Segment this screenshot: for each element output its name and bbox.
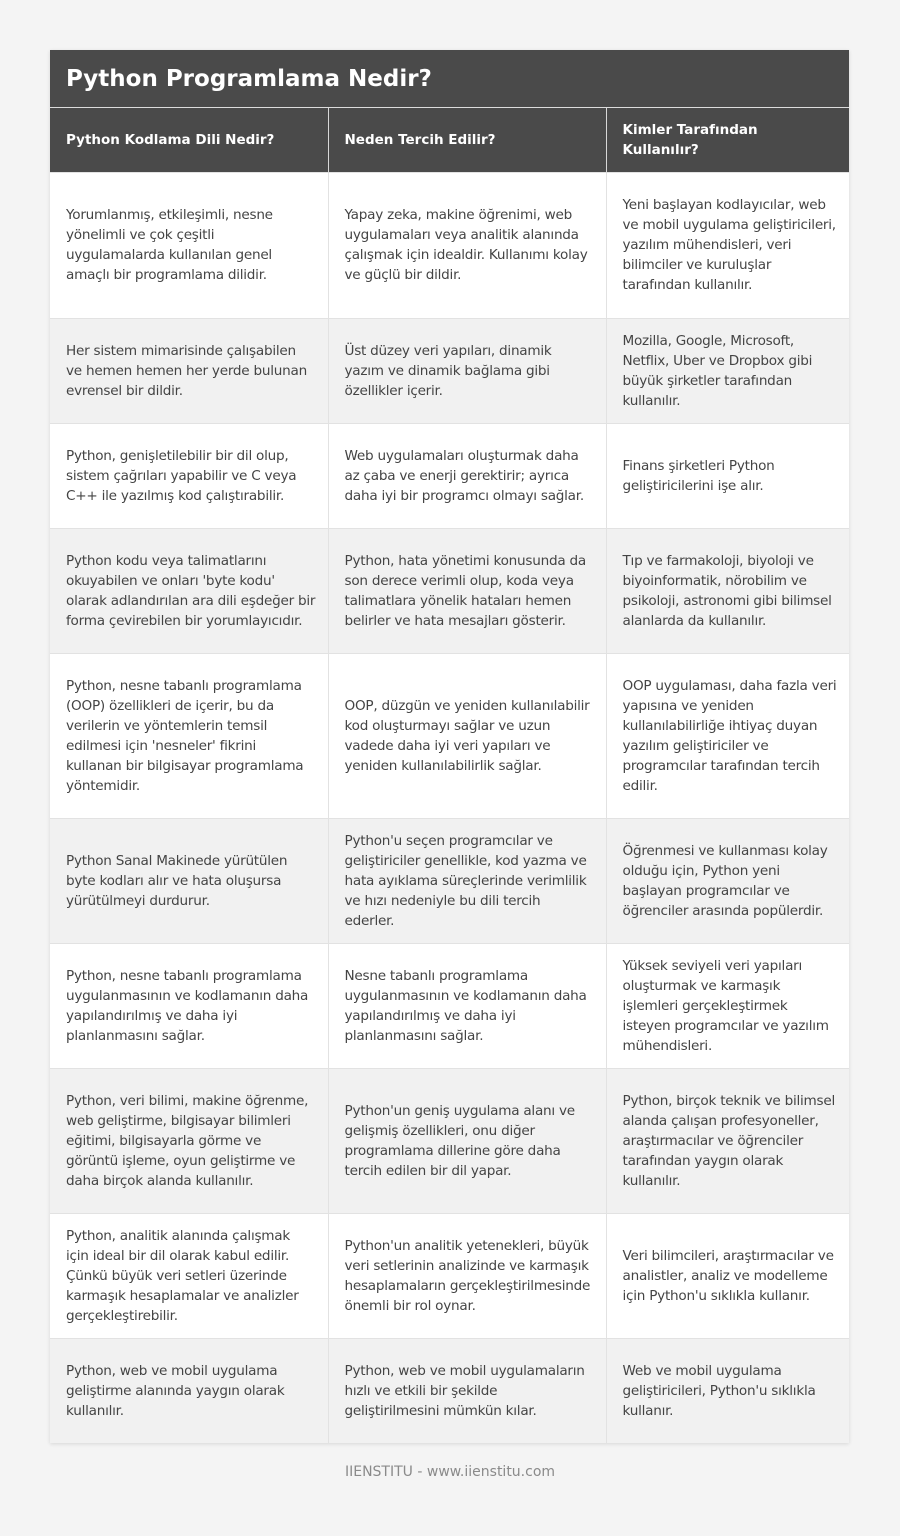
table-cell: Python, birçok teknik ve bilimsel alanda çalışan profesyoneller, araştırmacılar ve öğrenciler tarafından yaygın olarak kullanılır.	[606, 1068, 849, 1213]
table-cell: Python Sanal Makinede yürütülen byte kodları alır ve hata oluşursa yürütülmeyi durdurur.	[50, 818, 328, 943]
table-cell: Üst düzey veri yapıları, dinamik yazım ve dinamik bağlama gibi özellikler içerir.	[328, 318, 606, 423]
table-row	[50, 1068, 849, 1213]
table-cell: Web uygulamaları oluşturmak daha az çaba ve enerji gerektirir; ayrıca daha iyi bir programcı olmayı sağlar.	[328, 423, 606, 528]
table-row	[50, 1338, 849, 1443]
table-cell: Yorumlanmış, etkileşimli, nesne yönelimli ve çok çeşitli uygulamalarda kullanılan genel amaçlı bir programlama dilidir.	[50, 172, 328, 318]
table-cell: Tıp ve farmakoloji, biyoloji ve biyoinformatik, nörobilim ve psikoloji, astronomi gibi bilimsel alanlarda da kullanılır.	[606, 528, 849, 653]
python-table	[50, 108, 849, 1443]
table-cell: Python kodu veya talimatlarını okuyabilen ve onları 'byte kodu' olarak adlandırılan ara dili eşdeğer bir forma çevirebilen bir yorumlayıcıdır.	[50, 528, 328, 653]
table-row	[50, 172, 849, 318]
table-row	[50, 528, 849, 653]
table-cell: Python'un analitik yetenekleri, büyük veri setlerinin analizinde ve karmaşık hesaplamaların gerçekleştirilmesinde önemli bir rol oynar.	[328, 1213, 606, 1338]
table-row	[50, 318, 849, 423]
table-title: Python Programlama Nedir?	[50, 50, 849, 108]
table-row	[50, 653, 849, 818]
table-row	[50, 818, 849, 943]
table-cell: Nesne tabanlı programlama uygulanmasının ve kodlamanın daha yapılandırılmış ve daha iyi planlanmasını sağlar.	[328, 943, 606, 1068]
table-cell: Python, hata yönetimi konusunda da son derece verimli olup, koda veya talimatlara yönelik hataları hemen belirler ve hata mesajları gösterir.	[328, 528, 606, 653]
table-cell: Python, web ve mobil uygulama geliştirme alanında yaygın olarak kullanılır.	[50, 1338, 328, 1443]
table-cell: Yapay zeka, makine öğrenimi, web uygulamaları veya analitik alanında çalışmak için idealdir. Kullanımı kolay ve güçlü bir dildir.	[328, 172, 606, 318]
table-cell: Öğrenmesi ve kullanması kolay olduğu için, Python yeni başlayan programcılar ve öğrenciler arasında popülerdir.	[606, 818, 849, 943]
column-header: Kimler Tarafından Kullanılır?	[606, 108, 849, 172]
footer-credit: IIENSTITU - www.iienstitu.com	[344, 1464, 556, 1480]
table-cell: Python, web ve mobil uygulamaların hızlı ve etkili bir şekilde geliştirilmesini mümkün kılar.	[328, 1338, 606, 1443]
table-cell: Python, analitik alanında çalışmak için ideal bir dil olarak kabul edilir. Çünkü büyük veri setleri üzerinde karmaşık hesaplamalar ve analizler gerçekleştirebilir.	[50, 1213, 328, 1338]
table-cell: Python, veri bilimi, makine öğrenme, web geliştirme, bilgisayar bilimleri eğitimi, bilgisayarla görme ve görüntü işleme, oyun geliştirme ve daha birçok alanda kullanılır.	[50, 1068, 328, 1213]
table-cell: Python, nesne tabanlı programlama (OOP) özellikleri de içerir, bu da verilerin ve yöntemlerin temsil edilmesi için 'nesneler' fikrini kullanan bir bilgisayar programlama yöntemidir.	[50, 653, 328, 818]
table-row	[50, 423, 849, 528]
column-header: Neden Tercih Edilir?	[328, 108, 606, 172]
table-row	[50, 1213, 849, 1338]
header-row	[50, 108, 849, 172]
info-table-card	[50, 50, 849, 1443]
table-cell: Veri bilimcileri, araştırmacılar ve analistler, analiz ve modelleme için Python'u sıklıkla kullanır.	[606, 1213, 849, 1338]
table-cell: Python'u seçen programcılar ve geliştiriciler genellikle, kod yazma ve hata ayıklama süreçlerinde verimlilik ve hızı nedeniyle bu dili tercih ederler.	[328, 818, 606, 943]
table-cell: Web ve mobil uygulama geliştiricileri, Python'u sıklıkla kullanır.	[606, 1338, 849, 1443]
table-cell: Mozilla, Google, Microsoft, Netflix, Uber ve Dropbox gibi büyük şirketler tarafından kullanılır.	[606, 318, 849, 423]
table-cell: Python, nesne tabanlı programlama uygulanmasının ve kodlamanın daha yapılandırılmış ve daha iyi planlanmasını sağlar.	[50, 943, 328, 1068]
table-row	[50, 943, 849, 1068]
table-cell: OOP, düzgün ve yeniden kullanılabilir kod oluşturmayı sağlar ve uzun vadede daha iyi veri yapıları ve yeniden kullanılabilirlik sağlar.	[328, 653, 606, 818]
table-cell: OOP uygulaması, daha fazla veri yapısına ve yeniden kullanılabilirliğe ihtiyaç duyan yazılım geliştiriciler ve programcılar tarafından tercih edilir.	[606, 653, 849, 818]
table-cell: Python'un geniş uygulama alanı ve gelişmiş özellikleri, onu diğer programlama dillerine göre daha tercih edilen bir dil yapar.	[328, 1068, 606, 1213]
table-cell: Her sistem mimarisinde çalışabilen ve hemen hemen her yerde bulunan evrensel bir dildir.	[50, 318, 328, 423]
table-cell: Yüksek seviyeli veri yapıları oluşturmak ve karmaşık işlemleri gerçekleştirmek isteyen programcılar ve yazılım mühendisleri.	[606, 943, 849, 1068]
table-cell: Python, genişletilebilir bir dil olup, sistem çağrıları yapabilir ve C veya C++ ile yazılmış kod çalıştırabilir.	[50, 423, 328, 528]
table-cell: Yeni başlayan kodlayıcılar, web ve mobil uygulama geliştiricileri, yazılım mühendisleri, veri bilimciler ve kuruluşlar tarafından kullanılır.	[606, 172, 849, 318]
table-cell: Finans şirketleri Python geliştiricilerini işe alır.	[606, 423, 849, 528]
column-header: Python Kodlama Dili Nedir?	[50, 108, 328, 172]
